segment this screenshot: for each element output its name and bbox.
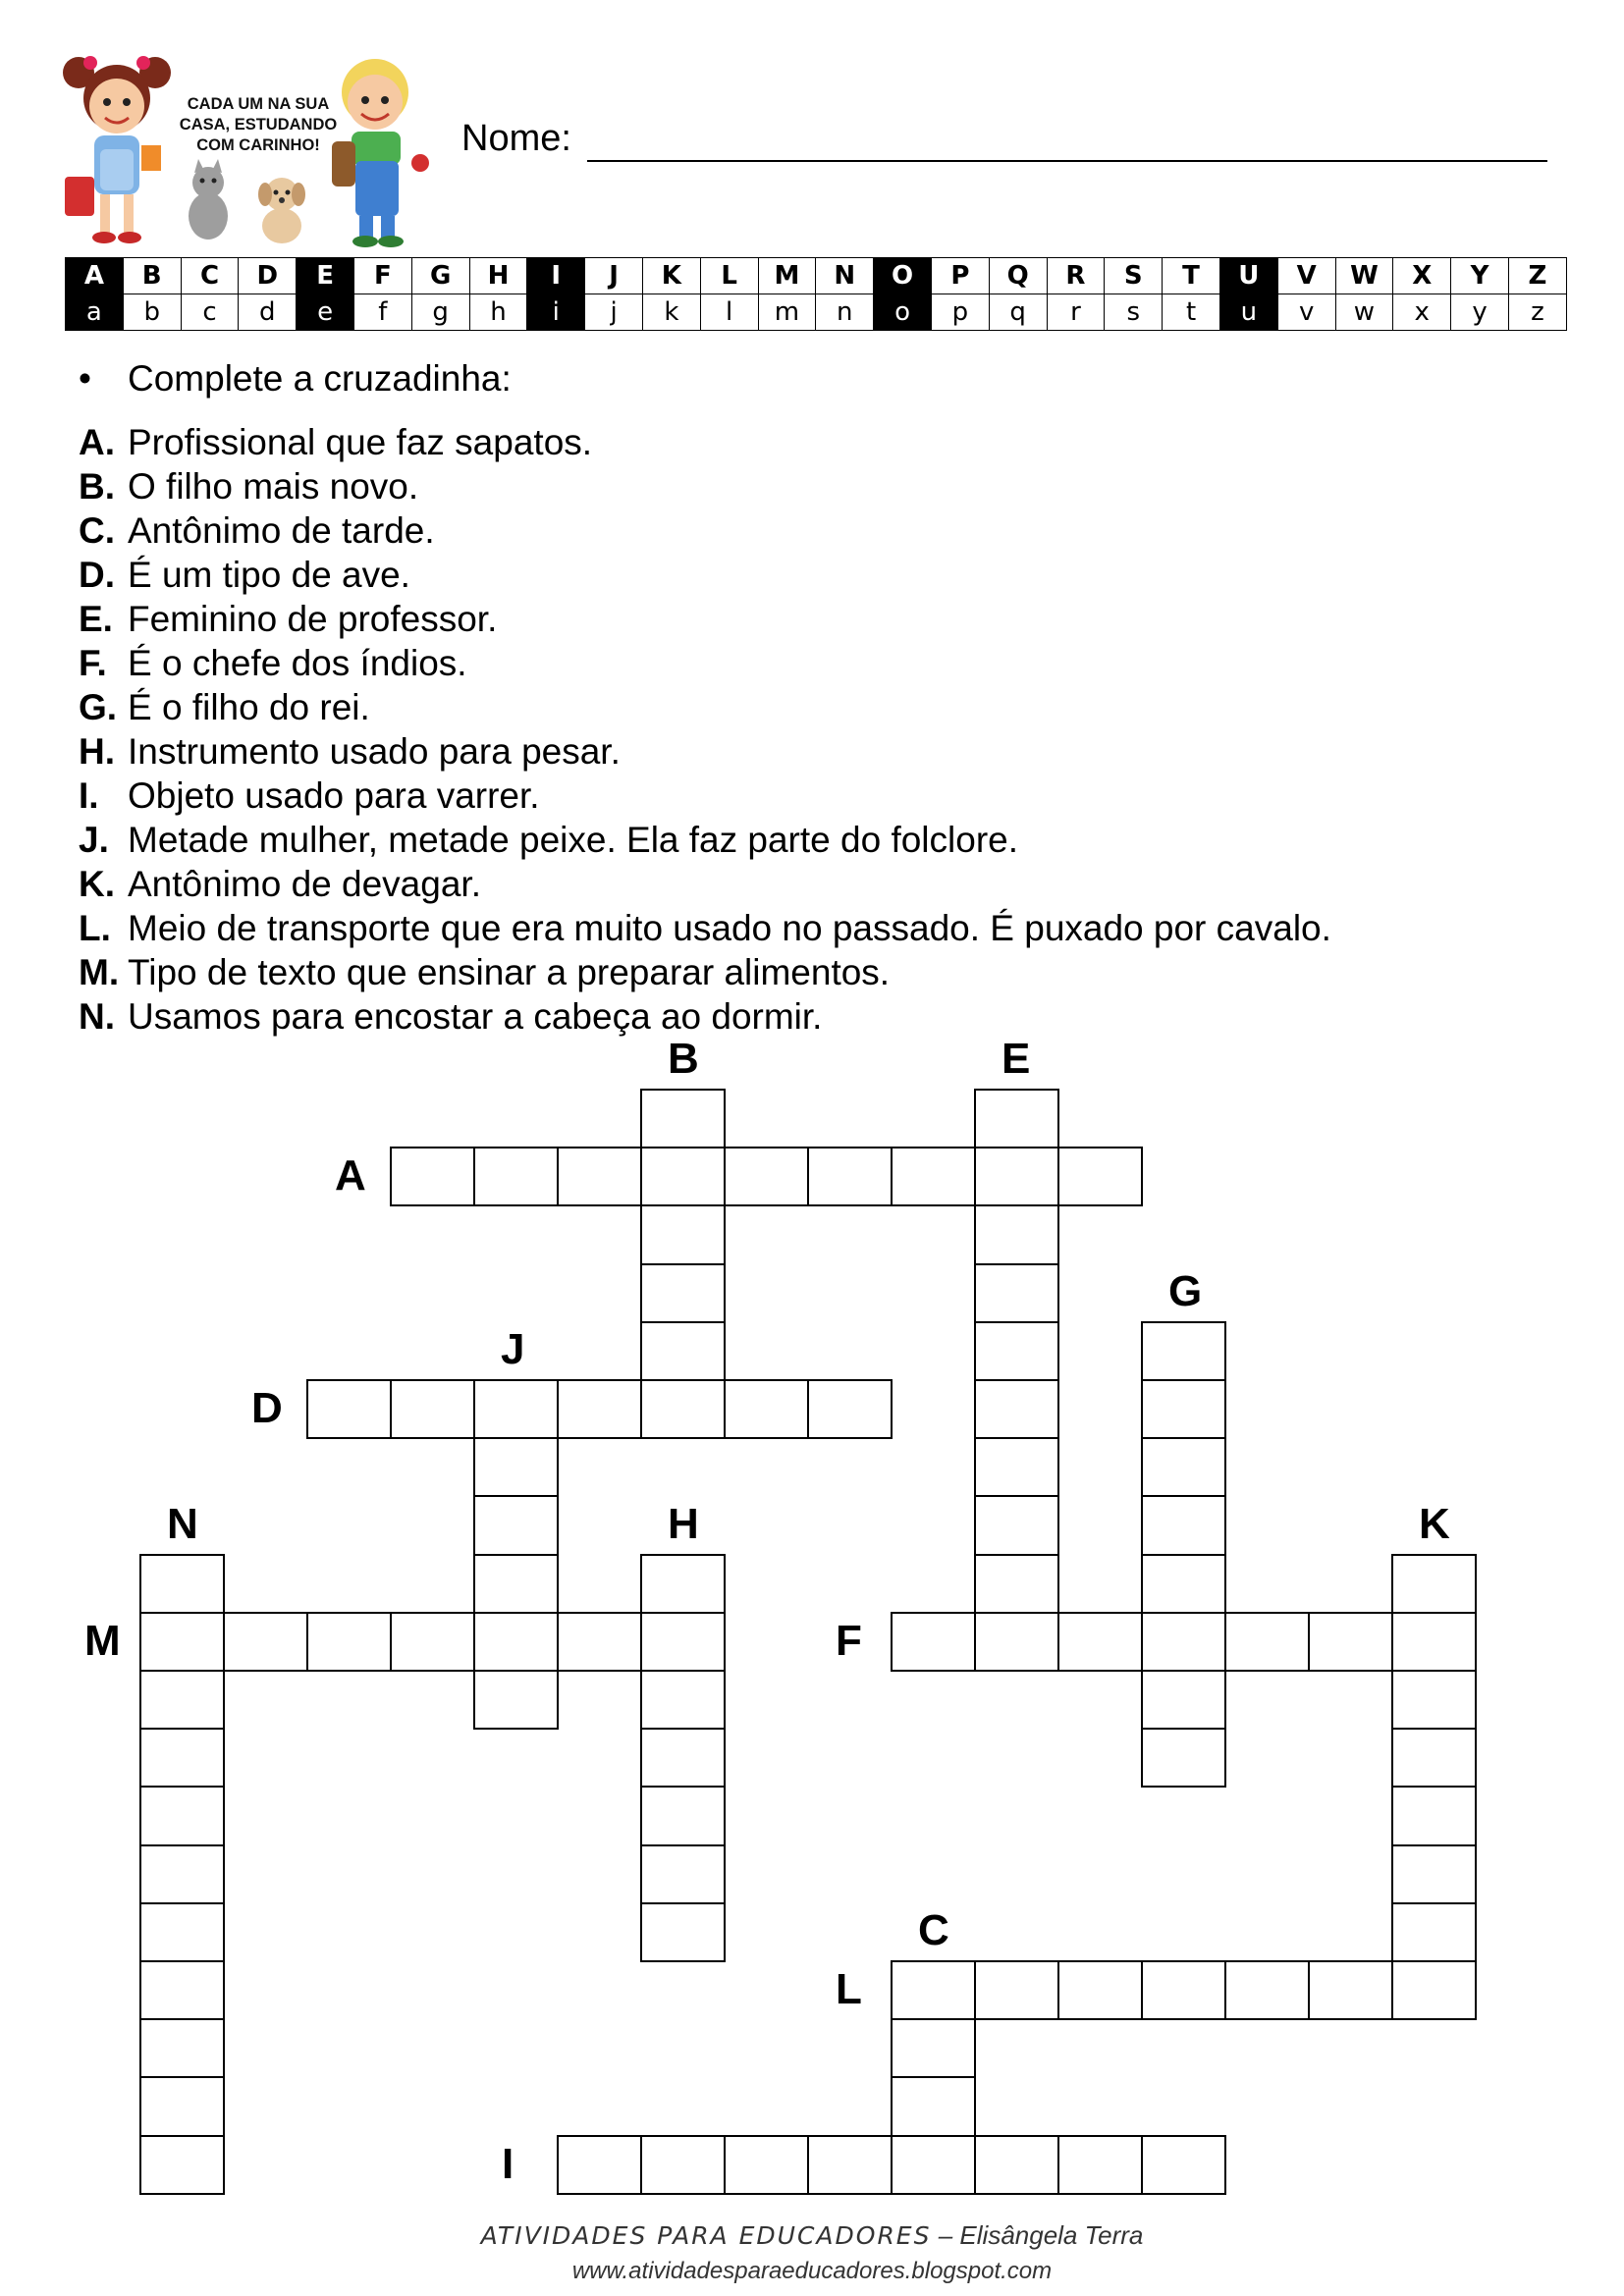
crossword-cell[interactable] (974, 1495, 1059, 1555)
crossword-cell[interactable] (473, 1379, 559, 1439)
crossword-cell[interactable] (640, 1089, 726, 1148)
alphabet-lower-k: k (642, 294, 700, 331)
crossword-cell[interactable] (1391, 1670, 1477, 1730)
crossword-cell[interactable] (891, 2135, 976, 2195)
word-label-b: B (668, 1035, 699, 1083)
crossword-cell[interactable] (1224, 1960, 1310, 2020)
clue-letter: H. (79, 731, 115, 772)
clue-item (79, 464, 1331, 508)
alphabet-lower-q: q (989, 294, 1047, 331)
word-label-m: M (84, 1616, 121, 1665)
bullet-icon: • (79, 358, 91, 399)
alphabet-upper-y: Y (1451, 258, 1509, 294)
crossword-cell[interactable] (974, 1379, 1059, 1439)
crossword-cell[interactable] (1141, 1670, 1226, 1730)
clue-text: Metade mulher, metade peixe. Ela faz parte do folclore. (128, 820, 1019, 860)
clue-text: Antônimo de tarde. (128, 510, 435, 551)
word-label-g: G (1168, 1266, 1203, 1315)
clue-letter: G. (79, 687, 118, 727)
crossword-cell[interactable] (640, 1147, 726, 1206)
footer-brand: ATIVIDADES PARA EDUCADORES (480, 2221, 932, 2250)
crossword-cell[interactable] (139, 2135, 225, 2195)
crossword-cell[interactable] (974, 2135, 1059, 2195)
crossword-cell[interactable] (1141, 1960, 1226, 2020)
crossword-cell[interactable] (139, 1728, 225, 1788)
clue-text: Feminino de professor. (128, 599, 498, 639)
crossword-cell[interactable] (640, 1379, 726, 1439)
word-label-l: L (836, 1965, 862, 2013)
crossword-cell[interactable] (891, 2018, 976, 2078)
alphabet-upper-f: F (353, 258, 411, 294)
puppy-illustration (258, 178, 305, 243)
clue-item (79, 774, 1331, 818)
crossword-cell[interactable] (640, 2135, 726, 2195)
word-label-n: N (167, 1499, 198, 1548)
clue-item (79, 729, 1331, 774)
clue-text: Instrumento usado para pesar. (128, 731, 621, 772)
crossword-cell[interactable] (891, 1960, 976, 2020)
crossword-cell[interactable] (974, 1437, 1059, 1497)
crossword-cell[interactable] (640, 1844, 726, 1904)
alphabet-lower-v: v (1277, 294, 1335, 331)
alphabet-upper-x: X (1393, 258, 1451, 294)
alphabet-lower-w: w (1335, 294, 1393, 331)
word-label-c: C (918, 1906, 949, 1954)
crossword-cell[interactable] (974, 1960, 1059, 2020)
clue-letter: B. (79, 466, 115, 507)
crossword-cell[interactable] (139, 2076, 225, 2136)
alphabet-upper-j: J (585, 258, 643, 294)
alphabet-lower-b: b (123, 294, 181, 331)
alphabet-upper-m: M (758, 258, 816, 294)
crossword-cell[interactable] (807, 2135, 893, 2195)
crossword-cell[interactable] (1391, 1554, 1477, 1614)
crossword-cell[interactable] (724, 1379, 809, 1439)
clue-item (79, 597, 1331, 641)
crossword-cell[interactable] (1391, 1844, 1477, 1904)
word-label-k: K (1419, 1499, 1450, 1548)
clue-letter: E. (79, 599, 113, 639)
header-illustration (61, 51, 454, 262)
crossword-cell[interactable] (1391, 1902, 1477, 1962)
clue-text: Meio de transporte que era muito usado no passado. É puxado por cavalo. (128, 908, 1331, 948)
crossword-cell[interactable] (139, 1786, 225, 1845)
alphabet-upper-k: K (642, 258, 700, 294)
alphabet-lower-c: c (181, 294, 239, 331)
crossword-cell[interactable] (640, 1321, 726, 1381)
crossword-cell[interactable] (640, 1728, 726, 1788)
word-label-a: A (335, 1151, 366, 1201)
slogan-text: CADA UM NA SUA CASA, ESTUDANDO COM CARINHO! (179, 95, 338, 154)
crossword-cell[interactable] (473, 1495, 559, 1555)
crossword-cell[interactable] (1057, 1147, 1143, 1206)
clue-item (79, 862, 1331, 906)
footer-url: www.atividadesparaeducadores.blogspot.com (571, 2258, 1053, 2284)
clue-text: O filho mais novo. (128, 466, 419, 507)
alphabet-lower-j: j (585, 294, 643, 331)
crossword-cell[interactable] (724, 1147, 809, 1206)
instruction (79, 358, 512, 400)
name-label: Nome: (461, 118, 571, 159)
crossword-cell[interactable] (974, 1321, 1059, 1381)
crossword-cell[interactable] (1141, 1554, 1226, 1614)
crossword-cell[interactable] (557, 1147, 642, 1206)
crossword-cell[interactable] (1141, 1728, 1226, 1788)
crossword-cell[interactable] (640, 1204, 726, 1264)
alphabet-upper-v: V (1277, 258, 1335, 294)
alphabet-upper-t: T (1163, 258, 1220, 294)
word-label-f: F (836, 1616, 862, 1665)
crossword-cell[interactable] (891, 1612, 976, 1672)
clue-item (79, 508, 1331, 553)
crossword-cell[interactable] (1391, 1612, 1477, 1672)
alphabet-lower-h: h (469, 294, 527, 331)
crossword-cell[interactable] (974, 1263, 1059, 1323)
footer-credit (0, 2220, 1624, 2251)
clue-letter: K. (79, 864, 115, 904)
crossword-cell[interactable] (139, 1960, 225, 2020)
clue-item (79, 553, 1331, 597)
clue-text: Objeto usado para varrer. (128, 775, 540, 816)
crossword-cell[interactable] (1308, 1960, 1393, 2020)
alphabet-upper-h: H (469, 258, 527, 294)
crossword-cell[interactable] (640, 1670, 726, 1730)
clue-item (79, 641, 1331, 685)
crossword-cell[interactable] (1057, 1960, 1143, 2020)
crossword-cell[interactable] (473, 1437, 559, 1497)
clue-item (79, 994, 1331, 1039)
crossword-cell[interactable] (139, 1612, 225, 1672)
alphabet-lower-m: m (758, 294, 816, 331)
clue-text: Profissional que faz sapatos. (128, 422, 593, 462)
clue-letter: N. (79, 996, 115, 1037)
alphabet-lower-z: z (1508, 294, 1566, 331)
clue-letter: M. (79, 952, 120, 992)
crossword-cell[interactable] (139, 1844, 225, 1904)
alphabet-lower-l: l (700, 294, 758, 331)
alphabet-upper-g: G (411, 258, 469, 294)
crossword-cell[interactable] (473, 1147, 559, 1206)
footer-author: Elisângela Terra (959, 2220, 1144, 2250)
clue-letter: I. (79, 775, 99, 816)
alphabet-upper-l: L (700, 258, 758, 294)
crossword-cell[interactable] (640, 1554, 726, 1614)
crossword-cell[interactable] (1057, 1612, 1143, 1672)
crossword-cell[interactable] (1391, 1728, 1477, 1788)
clue-item (79, 818, 1331, 862)
crossword-cell[interactable] (974, 1147, 1059, 1206)
alphabet-upper-b: B (123, 258, 181, 294)
crossword-cell[interactable] (390, 1379, 475, 1439)
alphabet-lower-x: x (1393, 294, 1451, 331)
crossword-cell[interactable] (891, 2076, 976, 2136)
clue-text: Tipo de texto que ensinar a preparar alimentos. (128, 952, 891, 992)
crossword-cell[interactable] (139, 1554, 225, 1614)
name-field-line[interactable] (587, 160, 1547, 162)
word-label-j: J (501, 1325, 525, 1373)
crossword-cell[interactable] (640, 1786, 726, 1845)
clue-item (79, 906, 1331, 950)
crossword-cell[interactable] (1141, 1495, 1226, 1555)
crossword-cell[interactable] (390, 1147, 475, 1206)
crossword-cell[interactable] (473, 1670, 559, 1730)
crossword-cell[interactable] (1391, 1786, 1477, 1845)
footer-separator: – (938, 2220, 953, 2250)
crossword-cell[interactable] (640, 1263, 726, 1323)
crossword-cell[interactable] (724, 2135, 809, 2195)
clue-letter: C. (79, 510, 115, 551)
alphabet-upper-o: O (874, 258, 932, 294)
crossword-cell[interactable] (974, 1612, 1059, 1672)
clue-letter: L. (79, 908, 111, 948)
clue-text: Antônimo de devagar. (128, 864, 481, 904)
alphabet-lower-e: e (297, 294, 354, 331)
clue-letter: D. (79, 555, 115, 595)
crossword-cell[interactable] (1224, 1612, 1310, 1672)
word-label-e: E (1001, 1035, 1031, 1083)
alphabet-lower-y: y (1451, 294, 1509, 331)
alphabet-lower-u: u (1219, 294, 1277, 331)
crossword-cell[interactable] (1141, 1612, 1226, 1672)
clue-text: Usamos para encostar a cabeça ao dormir. (128, 996, 823, 1037)
crossword-cell[interactable] (306, 1612, 392, 1672)
alphabet-upper-s: S (1105, 258, 1163, 294)
crossword-cell[interactable] (974, 1089, 1059, 1148)
crossword-cell[interactable] (807, 1147, 893, 1206)
clue-letter: J. (79, 820, 109, 860)
crossword-cell[interactable] (807, 1379, 893, 1439)
clue-letter: A. (79, 422, 115, 462)
girl-illustration (63, 56, 171, 243)
clue-text: É o chefe dos índios. (128, 643, 467, 683)
clue-list (79, 420, 1331, 1039)
word-label-i: I (502, 2139, 514, 2188)
alphabet-upper-n: N (816, 258, 874, 294)
crossword-cell[interactable] (1391, 1960, 1477, 2020)
crossword-cell[interactable] (640, 1902, 726, 1962)
crossword-cell[interactable] (974, 1204, 1059, 1264)
crossword-cell[interactable] (139, 2018, 225, 2078)
clue-item (79, 420, 1331, 464)
alphabet-lower-g: g (411, 294, 469, 331)
crossword-cell[interactable] (640, 1612, 726, 1672)
alphabet-lower-o: o (874, 294, 932, 331)
clue-item (79, 950, 1331, 994)
clue-text: É um tipo de ave. (128, 555, 410, 595)
crossword-cell[interactable] (557, 1612, 642, 1672)
crossword-cell[interactable] (139, 1902, 225, 1962)
alphabet-lower-f: f (353, 294, 411, 331)
clue-letter: F. (79, 643, 107, 683)
cat-illustration (189, 159, 228, 240)
crossword-cell[interactable] (1141, 1379, 1226, 1439)
alphabet-upper-z: Z (1508, 258, 1566, 294)
alphabet-upper-c: C (181, 258, 239, 294)
crossword-cell[interactable] (1308, 1612, 1393, 1672)
alphabet-upper-a: A (66, 258, 124, 294)
alphabet-lower-s: s (1105, 294, 1163, 331)
word-label-h: H (668, 1499, 699, 1548)
alphabet-upper-p: P (931, 258, 989, 294)
alphabet-table (65, 257, 1567, 331)
alphabet-upper-w: W (1335, 258, 1393, 294)
alphabet-upper-e: E (297, 258, 354, 294)
crossword-cell[interactable] (1057, 2135, 1143, 2195)
crossword-cell[interactable] (473, 1554, 559, 1614)
alphabet-lower-n: n (816, 294, 874, 331)
crossword-cell[interactable] (473, 1612, 559, 1672)
alphabet-upper-d: D (239, 258, 297, 294)
crossword-cell[interactable] (557, 2135, 642, 2195)
alphabet-lowercase-row (66, 294, 1567, 331)
alphabet-lower-r: r (1047, 294, 1105, 331)
crossword-cell[interactable] (1141, 1321, 1226, 1381)
crossword-cell[interactable] (557, 1379, 642, 1439)
alphabet-lower-i: i (527, 294, 585, 331)
alphabet-lower-d: d (239, 294, 297, 331)
alphabet-lower-t: t (1163, 294, 1220, 331)
clue-text: É o filho do rei. (128, 687, 370, 727)
instruction-text: Complete a cruzadinha: (128, 358, 512, 399)
word-label-d: D (251, 1384, 283, 1432)
alphabet-upper-r: R (1047, 258, 1105, 294)
alphabet-lower-p: p (931, 294, 989, 331)
crossword-cell[interactable] (223, 1612, 308, 1672)
clue-item (79, 685, 1331, 729)
crossword-cell[interactable] (1141, 2135, 1226, 2195)
alphabet-uppercase-row (66, 258, 1567, 294)
alphabet-upper-q: Q (989, 258, 1047, 294)
crossword-cell[interactable] (306, 1379, 392, 1439)
alphabet-upper-i: I (527, 258, 585, 294)
crossword-cell[interactable] (390, 1612, 475, 1672)
crossword-cell[interactable] (139, 1670, 225, 1730)
alphabet-upper-u: U (1219, 258, 1277, 294)
crossword-cell[interactable] (1141, 1437, 1226, 1497)
crossword-cell[interactable] (974, 1554, 1059, 1614)
alphabet-lower-a: a (66, 294, 124, 331)
crossword-cell[interactable] (891, 1147, 976, 1206)
